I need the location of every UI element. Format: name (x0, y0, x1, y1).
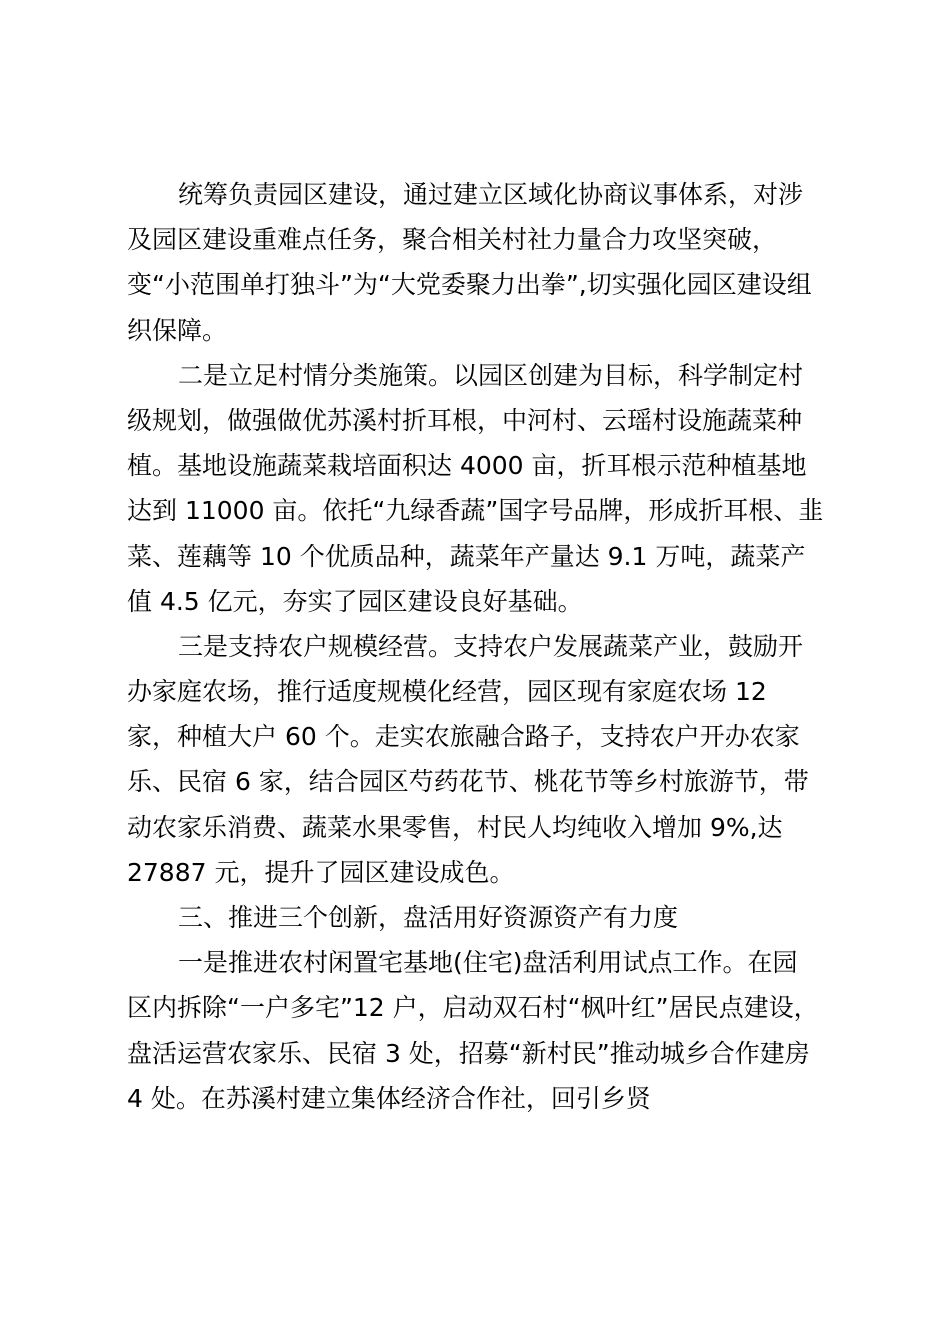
text-line: 级规划，做强做优苏溪村折耳根，中河村、云瑶村设施蔬菜种 (127, 405, 803, 435)
text-line: 办家庭农场，推行适度规模化经营，园区现有家庭农场 12 (127, 677, 767, 707)
text-line: 织保障。 (127, 315, 228, 345)
text-line: 区内拆除“一户多宅”12 户，启动双石村“枫叶红”居民点建设， (127, 993, 819, 1023)
text-line: 统筹负责园区建设，通过建立区域化协商议事体系，对涉 (178, 180, 804, 209)
text-line: 家，种植大户 60 个。走实农旅融合路子，支持农户开办农家 (127, 722, 800, 752)
section-heading: 三、推进三个创新，盘活用好资源资产有力度 (178, 903, 679, 932)
text-line: 4 处。在苏溪村建立集体经济合作社，回引乡贤 (127, 1083, 651, 1113)
paragraph-start-line: 二是立足村情分类施策。以园区创建为目标，科学制定村 (178, 360, 804, 390)
text-line: 达到 11000 亩。依托“九绿香蔬”国字号品牌，形成折耳根、韭 (127, 496, 824, 526)
text-line: 菜、莲藕等 10 个优质品种，蔬菜年产量达 9.1 万吨，蔬菜产 (127, 541, 806, 571)
text-line: 及园区建设重难点任务，聚合相关村社力量合力攻坚突破， (127, 225, 778, 255)
paragraph-start-line: 三是支持农户规模经营。支持农户发展蔬菜产业，鼓励开 (178, 631, 804, 661)
text-line: 动农家乐消费、蔬菜水果零售，村民人均纯收入增加 9%,达 (127, 812, 783, 842)
text-line: 值 4.5 亿元，夯实了园区建设良好基础。 (127, 586, 583, 616)
text-line: 植。基地设施蔬菜栽培面积达 4000 亩，折耳根示范种植基地 (127, 451, 807, 481)
document-body (127, 172, 833, 1121)
text-line: 乐、民宿 6 家，结合园区芍药花节、桃花节等乡村旅游节，带 (127, 767, 809, 797)
text-line: 27887 元，提升了园区建设成色。 (127, 857, 515, 887)
paragraph-start-line: 一是推进农村闲置宅基地(住宅)盘活利用试点工作。在园 (178, 948, 798, 978)
text-line: 盘活运营农家乐、民宿 3 处，招募“新村民”推动城乡合作建房 (127, 1038, 810, 1068)
text-line: 变“小范围单打独斗”为“大党委聚力出拳”,切实强化园区建设组 (127, 270, 812, 300)
